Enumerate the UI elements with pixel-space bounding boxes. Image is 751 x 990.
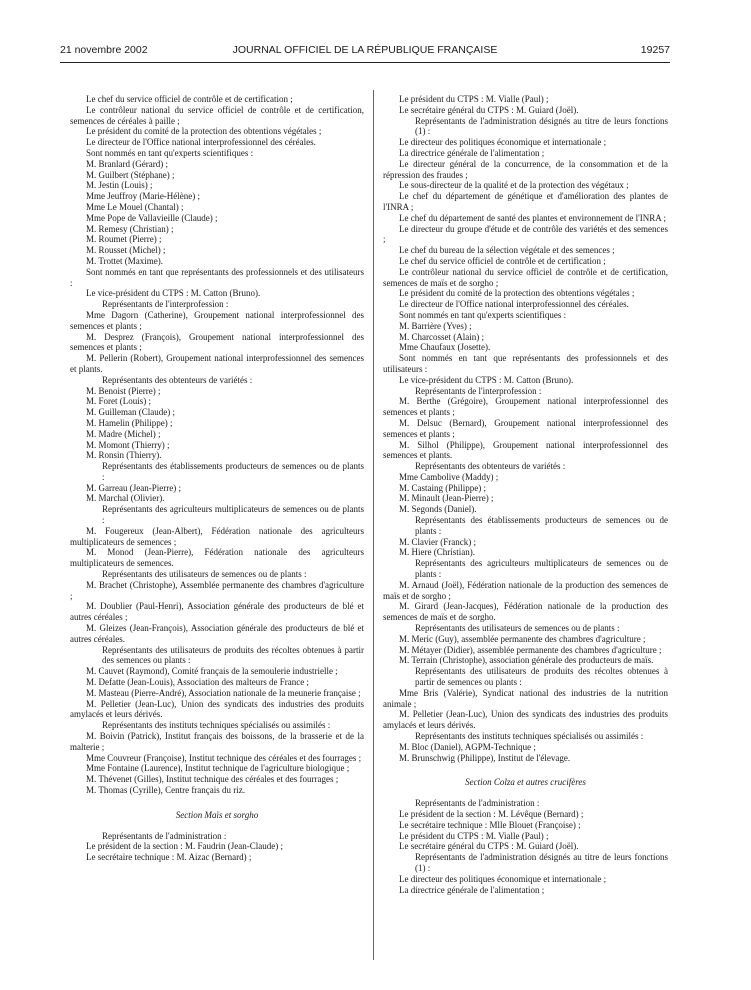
paragraph: M. Cauvet (Raymond), Comité français de la semoulerie industrielle ; bbox=[86, 666, 338, 677]
paragraph: Le président de la section : M. Lévêque (Bernard) ; bbox=[399, 809, 584, 819]
paragraph: M. Silhol (Philippe), Groupement national interprofessionnel des semences et plants. bbox=[383, 439, 668, 461]
paragraph: Le président de la section : M. Faudrin (Jean-Claude) ; bbox=[86, 841, 283, 852]
header-rule bbox=[60, 62, 670, 63]
paragraph: Mme Fontaine (Laurence), Institut technique de l'agriculture biologique ; bbox=[86, 763, 350, 774]
paragraph: M. Castaing (Philippe) ; bbox=[399, 482, 486, 493]
paragraph: Représentants des instituts techniques spécialisés ou assimilés : bbox=[415, 731, 644, 742]
paragraph: Représentants des agriculteurs multiplicateurs de semences ou de plants : bbox=[102, 504, 364, 526]
paragraph: M. Hiere (Christian). bbox=[399, 547, 475, 558]
paragraph: Le directeur général de la concurrence, de la consommation et de la répression des fraudes ; bbox=[383, 158, 668, 180]
paragraph: Le chef du service officiel de contrôle et de certification ; bbox=[399, 255, 606, 266]
paragraph: Le secrétaire général du CTPS : M. Guiard (Joël). bbox=[399, 104, 579, 115]
paragraph: M. Garreau (Jean-Pierre) ; bbox=[86, 482, 181, 493]
paragraph: Le contrôleur national du service officiel de contrôle et de certification, semences de céréales à paille ; bbox=[70, 104, 364, 126]
paragraph: Le secrétaire technique : Mlle Blouet (Françoise) ; bbox=[399, 819, 581, 830]
paragraph: M. Hamelin (Philippe) ; bbox=[86, 417, 173, 428]
paragraph: M. Brunschwig (Philippe), Institut de l'élevage. bbox=[399, 752, 571, 763]
paragraph: M. Girard (Jean-Jacques), Fédération nationale de la production des semences de maïs et de sorgho. bbox=[383, 601, 668, 623]
paragraph: Le directeur des politiques économique et internationale ; bbox=[399, 137, 607, 148]
paragraph: Mme Couvreur (Françoise), Institut technique des céréales et des fourrages ; bbox=[86, 752, 362, 763]
paragraph: La directrice générale de l'alimentation ; bbox=[399, 884, 545, 895]
paragraph: M. Boivin (Patrick), Institut français des boissons, de la brasserie et de la malterie ; bbox=[70, 731, 364, 752]
paragraph: Sont nommés en tant qu'experts scientifiques : bbox=[399, 309, 567, 320]
paragraph: Représentants des utilisateurs de produits des récoltes obtenues à partir de semences ou plants : bbox=[415, 666, 668, 688]
paragraph: M. Rousset (Michel) ; bbox=[86, 245, 166, 256]
paragraph: M. Arnaud (Joël), Fédération nationale de la production des semences de maïs et de sorgho ; bbox=[383, 579, 668, 601]
paragraph: Sont nommés en tant que représentants des professionnels et des utilisateurs : bbox=[383, 353, 668, 374]
paragraph: M. Remesy (Christian) ; bbox=[86, 223, 174, 234]
paragraph: Mme Cambolive (Maddy) ; bbox=[399, 471, 499, 482]
paragraph: M. Guilbert (Stéphane) ; bbox=[86, 169, 175, 180]
paragraph: M. Momont (Thierry) ; bbox=[86, 439, 170, 450]
paragraph: Représentants des obtenteurs de variétés : bbox=[415, 461, 566, 472]
paragraph: Représentants des utilisateurs de semences ou de plants : bbox=[102, 569, 307, 580]
paragraph: M. Trottet (Maxime). bbox=[86, 255, 164, 266]
paragraph: Le président du comité de la protection des obtentions végétales ; bbox=[86, 126, 322, 137]
paragraph: M. Bloc (Daniel), AGPM-Technique ; bbox=[399, 741, 536, 752]
paragraph: Le directeur de l'Office national interprofessionnel des céréales. bbox=[399, 299, 629, 310]
paragraph: M. Roumet (Pierre) ; bbox=[86, 234, 162, 245]
paragraph: Représentants de l'interprofession : bbox=[415, 385, 542, 396]
paragraph: Le directeur des politiques économique et internationale ; bbox=[399, 873, 607, 884]
header-date: 21 novembre 2002 bbox=[60, 44, 148, 56]
paragraph: M. Métayer (Didier), assemblée permanente des chambres d'agriculture ; bbox=[399, 644, 662, 655]
paragraph: M. Ronsin (Thierry). bbox=[86, 450, 162, 461]
column-divider bbox=[373, 90, 374, 960]
paragraph: Mme Dagorn (Catherine), Groupement national interprofessionnel des semences et plants ; bbox=[70, 309, 364, 331]
page-header bbox=[60, 44, 670, 60]
paragraph: M. Delsuc (Bernard), Groupement national interprofessionnel des semences et plants ; bbox=[383, 417, 668, 439]
paragraph: M. Jestin (Louis) ; bbox=[86, 180, 153, 191]
paragraph: Le vice-président du CTPS : M. Catton (Bruno). bbox=[86, 288, 261, 299]
paragraph: Le président du CTPS : M. Vialle (Paul) ; bbox=[399, 94, 549, 104]
paragraph: M. Clavier (Franck) ; bbox=[399, 536, 476, 547]
paragraph: Représentants des agriculteurs multiplicateurs de semences ou de plants : bbox=[415, 558, 668, 580]
paragraph: Le président du CTPS : M. Vialle (Paul) ; bbox=[399, 830, 549, 841]
paragraph: Mme Pope de Vallavieille (Claude) ; bbox=[86, 212, 218, 223]
left-column bbox=[70, 94, 364, 863]
header-page-number: 19257 bbox=[640, 44, 670, 56]
paragraph: M. Guilleman (Claude) ; bbox=[86, 407, 175, 418]
paragraph: Mme Jeuffroy (Marie-Hélène) ; bbox=[86, 191, 201, 202]
section-heading: Section Maïs et sorgho bbox=[175, 809, 259, 820]
paragraph: M. Thévenet (Gilles), Institut technique des céréales et des fourrages ; bbox=[86, 774, 339, 785]
right-column bbox=[383, 94, 668, 895]
section-heading: Section Colza et autres crucifères bbox=[465, 777, 586, 788]
paragraph: M. Gleizes (Jean-François), Association générale des producteurs de blé et autres céréales. bbox=[70, 623, 364, 644]
header-title: JOURNAL OFFICIEL DE LA RÉPUBLIQUE FRANÇAISE bbox=[232, 44, 498, 56]
paragraph: M. Brachet (Christophe), Assemblée permanente des chambres d'agriculture ; bbox=[70, 579, 364, 601]
paragraph: Sont nommés en tant que représentants des professionnels et des utilisateurs : bbox=[70, 266, 364, 288]
paragraph: Le chef du bureau de la sélection végétale et des semences ; bbox=[399, 245, 615, 256]
paragraph: M. Minault (Jean-Pierre) ; bbox=[399, 493, 494, 504]
paragraph: M. Terrain (Christophe), association générale des producteurs de maïs. bbox=[399, 655, 654, 666]
paragraph: Représentants des instituts techniques spécialisés ou assimilés : bbox=[102, 720, 331, 731]
paragraph: M. Segonds (Daniel). bbox=[399, 504, 477, 515]
paragraph: Sont nommés en tant qu'experts scientifiques : bbox=[86, 147, 254, 158]
paragraph: M. Doublier (Paul-Henri), Association générale des producteurs de blé et autres céréales ; bbox=[70, 601, 364, 623]
paragraph: Représentants des établissements producteurs de semences ou de plants : bbox=[415, 515, 668, 536]
paragraph: Mme Bris (Valérie), Syndicat national des industries de la nutrition animale ; bbox=[383, 687, 668, 709]
paragraph: Le secrétaire technique : M. Aizac (Bernard) ; bbox=[86, 852, 252, 863]
paragraph: Représentants de l'administration : bbox=[102, 830, 227, 841]
paragraph: M. Desprez (François), Groupement national interprofessionnel des semences et plants ; bbox=[70, 331, 364, 353]
paragraph: Le contrôleur national du service officiel de contrôle et de certification, semences de maïs et de sorgho ; bbox=[383, 266, 668, 288]
paragraph: Le directeur du groupe d'étude et de contrôle des variétés et des semences ; bbox=[383, 223, 668, 245]
paragraph: Le président du comité de la protection des obtentions végétales ; bbox=[399, 288, 635, 299]
paragraph: M. Barrière (Yves) ; bbox=[399, 320, 472, 331]
paragraph: Représentants des utilisateurs de semences ou de plants : bbox=[415, 623, 620, 634]
paragraph: Le chef du département de santé des plantes et environnement de l'INRA ; bbox=[399, 212, 667, 223]
paragraph: Le chef du département de génétique et d'amélioration des plantes de l'INRA ; bbox=[383, 191, 668, 212]
paragraph: Le chef du service officiel de contrôle et de certification ; bbox=[86, 94, 293, 104]
paragraph: M. Pelletier (Jean-Luc), Union des syndicats des industries des produits amylacés et leurs dérivés. bbox=[383, 709, 668, 731]
paragraph: Mme Le Mouel (Chantal) ; bbox=[86, 201, 184, 212]
paragraph: M. Monod (Jean-Pierre), Fédération nationale des agriculteurs multiplicateurs de semences. bbox=[70, 547, 364, 569]
paragraph: Représentants de l'administration : bbox=[415, 798, 540, 809]
paragraph: Le secrétaire général du CTPS : M. Guiard (Joël). bbox=[399, 841, 579, 852]
paragraph: La directrice générale de l'alimentation ; bbox=[399, 147, 545, 158]
paragraph: M. Berthe (Grégoire), Groupement national interprofessionnel des semences et plants ; bbox=[383, 396, 668, 418]
paragraph: M. Thomas (Cyrille), Centre français du riz. bbox=[86, 785, 246, 795]
paragraph: M. Branlard (Gérard) ; bbox=[86, 158, 168, 169]
paragraph: Le vice-président du CTPS : M. Catton (Bruno). bbox=[399, 374, 574, 385]
paragraph: Le sous-directeur de la qualité et de la protection des végétaux ; bbox=[399, 180, 629, 191]
paragraph: Mme Chaufaux (Josette). bbox=[399, 342, 491, 353]
paragraph: Le directeur de l'Office national interprofessionnel des céréales. bbox=[86, 137, 316, 148]
paragraph: M. Fougereux (Jean-Albert), Fédération nationale des agriculteurs multiplicateurs de semences ; bbox=[70, 525, 364, 547]
paragraph: M. Pellerin (Robert), Groupement national interprofessionnel des semences et plants. bbox=[70, 353, 364, 374]
paragraph: Représentants des établissements producteurs de semences ou de plants : bbox=[102, 461, 364, 482]
paragraph: Représentants de l'interprofession : bbox=[102, 299, 229, 310]
paragraph: M. Meric (Guy), assemblée permanente des chambres d'agriculture ; bbox=[399, 633, 646, 644]
paragraph: M. Masteau (Pierre-André), Association nationale de la meunerie française ; bbox=[86, 687, 361, 698]
paragraph: M. Foret (Louis) ; bbox=[86, 396, 151, 407]
paragraph: M. Benoist (Pierre) ; bbox=[86, 385, 161, 396]
paragraph: M. Pelletier (Jean-Luc), Union des syndicats des industries des produits amylacés et leurs dérivés. bbox=[70, 698, 364, 720]
paragraph: Représentants des obtenteurs de variétés : bbox=[102, 374, 253, 385]
paragraph: Représentants de l'administration désignés au titre de leurs fonctions (1) : bbox=[415, 852, 668, 873]
paragraph: M. Charcosset (Alain) ; bbox=[399, 331, 484, 342]
paragraph: Représentants des utilisateurs de produits des récoltes obtenues à partir des semences ou plants : bbox=[102, 644, 364, 666]
paragraph: M. Marchal (Olivier). bbox=[86, 493, 165, 504]
paragraph: Représentants de l'administration désignés au titre de leurs fonctions (1) : bbox=[415, 115, 668, 137]
paragraph: M. Madre (Michel) ; bbox=[86, 428, 161, 439]
paragraph: M. Defatte (Jean-Louis), Association des malteurs de France ; bbox=[86, 677, 309, 688]
